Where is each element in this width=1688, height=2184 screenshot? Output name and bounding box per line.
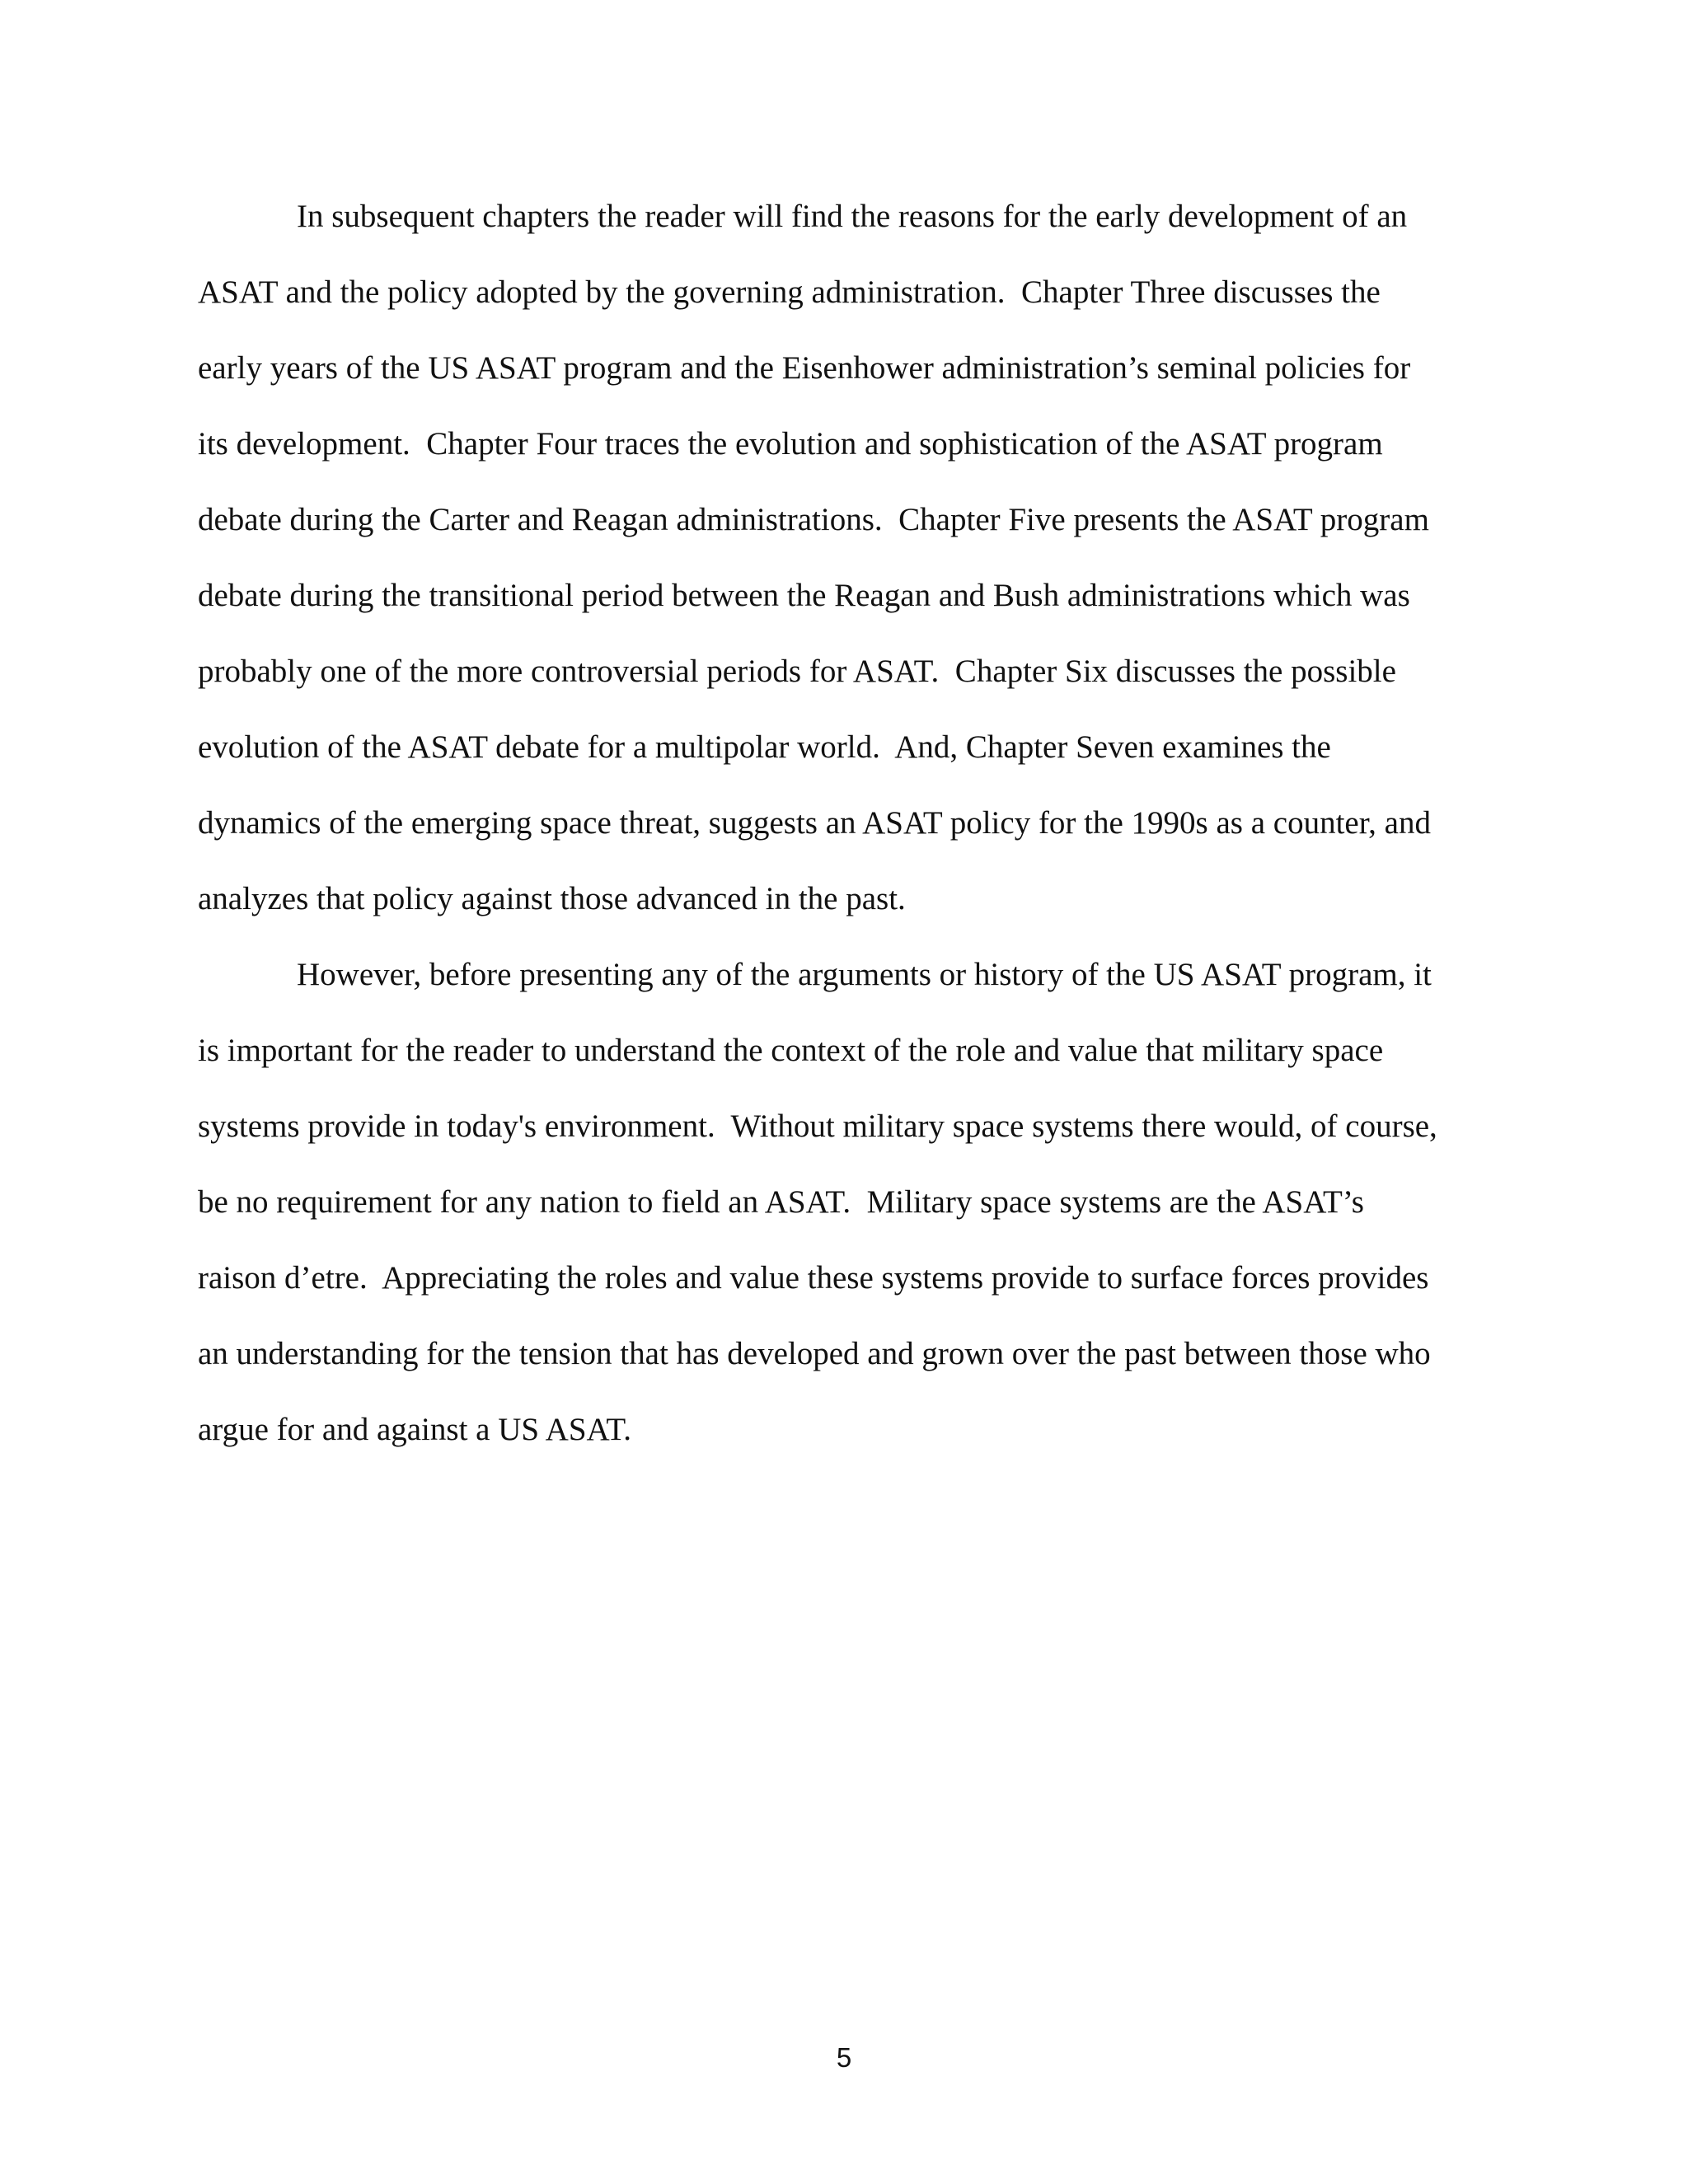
- text-line: debate during the Carter and Reagan administrations. Chapter Five presents the ASAT program: [198, 502, 1429, 537]
- page-number: 5: [836, 2042, 852, 2073]
- text-line: argue for and against a US ASAT.: [198, 1412, 632, 1447]
- body-text: [198, 194, 1484, 1483]
- text-line: evolution of the ASAT debate for a multipolar world. And, Chapter Seven examines the: [198, 729, 1331, 765]
- text-line: raison d’etre. Appreciating the roles and value these systems provide to surface forces provides: [198, 1260, 1429, 1296]
- text-line: analyzes that policy against those advanced in the past.: [198, 881, 906, 916]
- paragraph-1: [198, 194, 1484, 953]
- text-line: be no requirement for any nation to field an ASAT. Military space systems are the ASAT’s: [198, 1184, 1364, 1220]
- text-line: an understanding for the tension that has developed and grown over the past between those who: [198, 1336, 1431, 1371]
- text-line: early years of the US ASAT program and the Eisenhower administration’s seminal policies for: [198, 350, 1411, 386]
- paragraph-2: [198, 953, 1484, 1483]
- text-line: ASAT and the policy adopted by the governing administration. Chapter Three discusses the: [198, 274, 1381, 310]
- text-line: However, before presenting any of the arguments or history of the US ASAT program, it: [297, 957, 1432, 992]
- text-line: dynamics of the emerging space threat, suggests an ASAT policy for the 1990s as a counter, and: [198, 805, 1431, 841]
- text-line: its development. Chapter Four traces the evolution and sophistication of the ASAT program: [198, 426, 1383, 462]
- text-line: debate during the transitional period between the Reagan and Bush administrations which was: [198, 578, 1410, 613]
- text-line: is important for the reader to understand the context of the role and value that military space: [198, 1033, 1384, 1068]
- text-line: In subsequent chapters the reader will find the reasons for the early development of an: [297, 199, 1408, 234]
- text-line: systems provide in today's environment. Without military space systems there would, of course,: [198, 1108, 1437, 1144]
- text-line: probably one of the more controversial periods for ASAT. Chapter Six discusses the possible: [198, 654, 1396, 689]
